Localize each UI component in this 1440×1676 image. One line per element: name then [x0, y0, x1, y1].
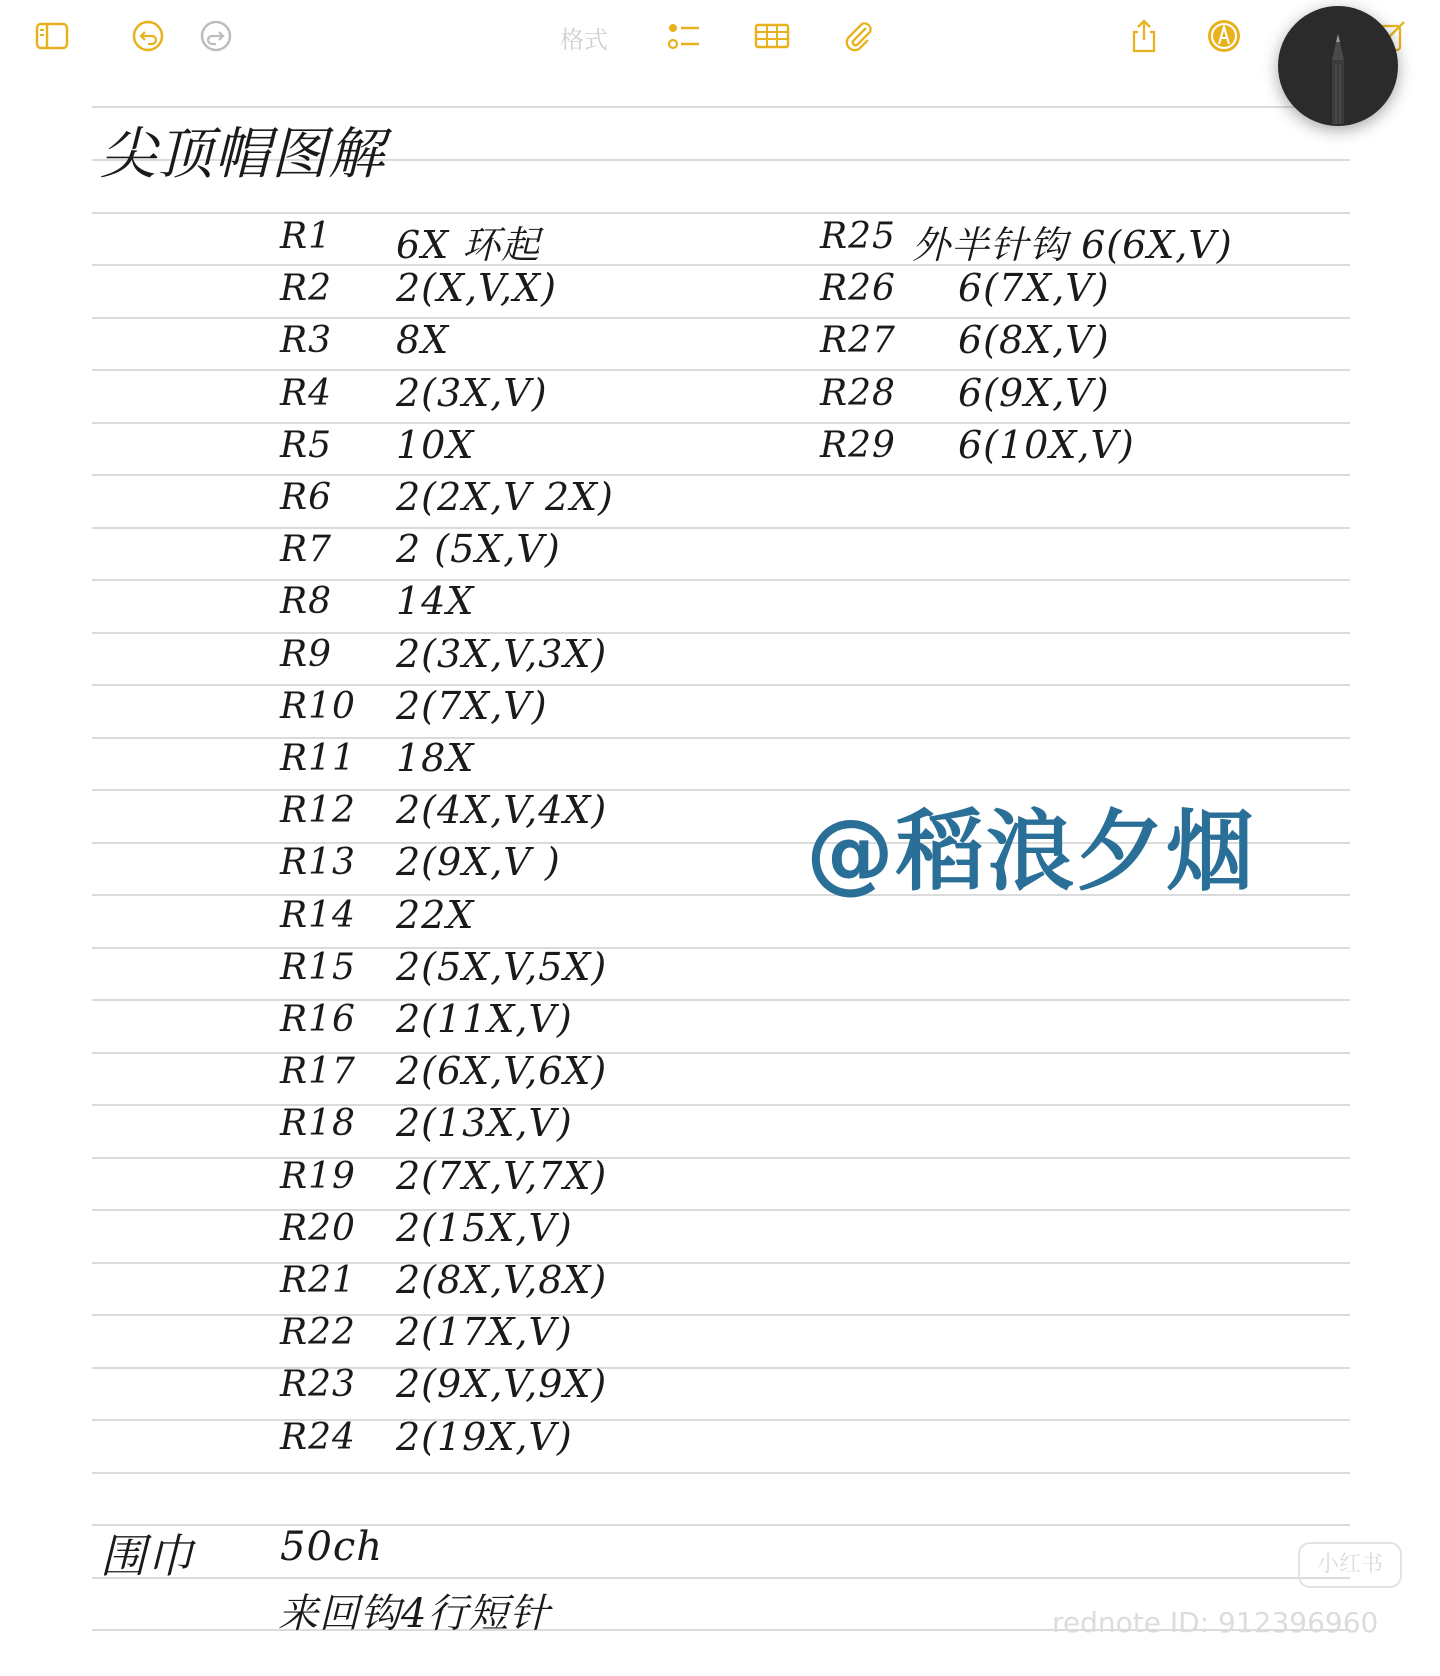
undo-icon[interactable]	[128, 16, 168, 56]
round-label: R26	[820, 268, 896, 310]
round-instruction: 2(15X,V)	[396, 1205, 573, 1250]
app-logo-watermark: 小红书	[1298, 1542, 1402, 1588]
pencil-icon	[1316, 24, 1360, 124]
round-instruction: 2(6X,V,6X)	[396, 1049, 608, 1094]
round-label: R20	[280, 1207, 356, 1249]
round-label: R6	[280, 477, 333, 518]
round-instruction: 2(9X,V,9X)	[396, 1362, 608, 1407]
markup-pen-icon[interactable]	[1204, 16, 1244, 56]
round-instruction: 2(8X,V,8X)	[396, 1258, 608, 1302]
round-instruction: 2(3X,V)	[396, 370, 548, 415]
round-label: R9	[280, 633, 333, 675]
round-instruction: 6(7X,V)	[958, 266, 1110, 311]
round-label: R8	[280, 581, 333, 623]
round-instruction: 6(8X,V)	[958, 318, 1110, 363]
round-instruction: 2(4X,V,4X)	[396, 788, 608, 833]
round-label: R10	[280, 685, 356, 727]
brim-label: 围巾	[100, 1529, 194, 1583]
round-label: R4	[280, 372, 333, 414]
round-instruction: 2 (5X,V)	[396, 527, 561, 572]
note-title: 尖顶帽图解	[100, 122, 385, 187]
round-instruction: 2(7X,V)	[396, 683, 548, 728]
notes-toolbar	[0, 0, 1440, 80]
round-instruction: 2(3X,V,3X)	[396, 631, 608, 676]
rednote-id-watermark: rednote ID: 912396960	[1052, 1606, 1379, 1639]
round-label: R14	[280, 894, 356, 936]
round-instruction: 2(9X,V )	[396, 840, 561, 885]
round-label: R1	[280, 216, 333, 257]
round-instruction: 2(X,V,X)	[396, 266, 557, 311]
round-label: R13	[280, 842, 356, 884]
round-instruction: 6(9X,V)	[958, 370, 1110, 415]
round-label: R21	[280, 1260, 356, 1301]
round-instruction: 8X	[396, 318, 450, 363]
sidebar-icon[interactable]	[32, 16, 72, 56]
round-instruction: 10X	[396, 422, 475, 467]
round-label: R7	[280, 529, 333, 571]
round-instruction: 2(13X,V)	[396, 1101, 573, 1146]
round-instruction: 2(5X,V,5X)	[396, 944, 608, 989]
round-label: R27	[820, 320, 896, 362]
round-label: R25	[820, 216, 896, 257]
round-label: R19	[280, 1155, 356, 1197]
redo-icon[interactable]	[196, 16, 236, 56]
round-label: R24	[280, 1416, 356, 1458]
pencil-tool-button[interactable]	[1278, 6, 1398, 126]
round-label: R29	[820, 424, 896, 466]
format-button[interactable]: 格式	[560, 26, 608, 54]
round-instruction: 14X	[396, 579, 475, 624]
round-label: R22	[280, 1312, 356, 1354]
author-watermark: @稻浪夕烟	[806, 800, 1257, 903]
attachment-icon[interactable]	[838, 16, 878, 56]
round-label: R15	[280, 946, 356, 988]
round-label: R3	[280, 320, 333, 362]
round-label: R18	[280, 1103, 356, 1145]
round-instruction: 2(11X,V)	[396, 997, 573, 1041]
round-instruction: 2(17X,V)	[396, 1310, 573, 1355]
round-instruction: 外半针钩 6(6X,V)	[912, 223, 1233, 267]
round-label: R12	[280, 790, 356, 832]
round-instruction: 6X 环起	[396, 223, 541, 267]
round-instruction: 18X	[396, 736, 475, 780]
round-instruction: 2(7X,V,7X)	[396, 1153, 608, 1198]
table-icon[interactable]	[752, 16, 792, 56]
brim-line-2: 来回钩4行短针	[278, 1591, 551, 1637]
round-instruction: 22X	[396, 892, 475, 937]
round-label: R23	[280, 1364, 356, 1406]
share-icon[interactable]	[1124, 16, 1164, 56]
round-instruction: 6(10X,V)	[958, 422, 1135, 467]
round-label: R2	[280, 268, 333, 310]
round-label: R16	[280, 999, 356, 1040]
round-label: R5	[280, 424, 333, 466]
round-label: R11	[280, 738, 356, 779]
brim-line-1: 50ch	[280, 1524, 384, 1570]
round-label: R28	[820, 372, 896, 414]
round-instruction: 2(19X,V)	[396, 1414, 573, 1459]
round-label: R17	[280, 1051, 356, 1093]
round-instruction: 2(2X,V 2X)	[396, 475, 614, 519]
checklist-icon[interactable]	[664, 16, 704, 56]
